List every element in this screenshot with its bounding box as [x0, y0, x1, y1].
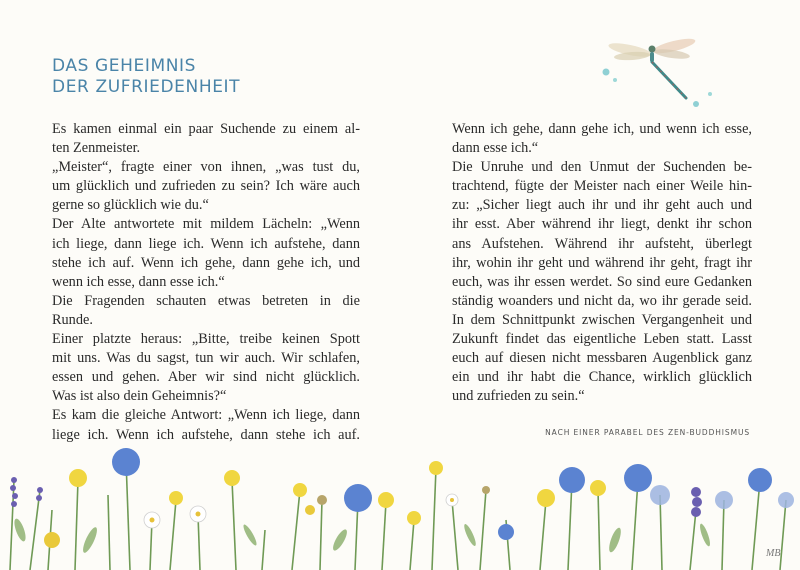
wildflower-border-illustration: [0, 440, 800, 570]
text-line: euch auf diesen nicht messbaren Augenblick ganz: [452, 350, 752, 367]
text-line: gerne so glücklich wie du.“: [52, 197, 209, 214]
source-attribution: NACH EINER PARABEL DES ZEN-BUDDHISMUS: [545, 428, 750, 437]
title-line-2: DER ZUFRIEDENHEIT: [52, 77, 241, 97]
text-line: ans Aufstehen. Während ihr aufsteht, überlegt: [452, 235, 752, 252]
text-line: Runde.: [52, 311, 93, 328]
water-drop: [708, 92, 712, 96]
text-line: Zukunft findet das eigentliche Leben statt. Lasst: [452, 331, 752, 348]
right-text-column: [452, 120, 752, 406]
text-line: ein und ihr habt die Chance, wirklich glücklich: [452, 369, 752, 386]
text-line: Der Alte antwortete mit mildem Lächeln: „Wenn: [52, 216, 360, 233]
artist-signature: MB: [766, 548, 781, 559]
text-line: euch, was ihr essen werdet. So sind eure Gedanken: [452, 273, 752, 290]
text-line: essen und gehen. Aber wir sind nicht glücklich.: [52, 369, 360, 386]
text-line: Einer platzte heraus: „Bitte, treibe keinen Spott: [52, 331, 360, 348]
water-drop: [603, 69, 610, 76]
text-line: In dem Schnittpunkt zwischen Vergangenheit und: [452, 311, 752, 328]
text-line: ich liege, dann liege ich. Wenn ich aufstehe, dann: [52, 235, 360, 252]
text-line: und zufrieden zu sein.“: [452, 388, 585, 405]
water-drop: [613, 78, 617, 82]
text-line: ständig woanders und nicht da, wo ihr gerade seid.: [452, 292, 752, 309]
text-line: dann esse ich.“: [452, 140, 539, 157]
dragonfly-icon: [607, 36, 696, 98]
dragonfly-illustration: [590, 32, 720, 112]
text-line: Was ist also dein Geheimnis?“: [52, 388, 227, 405]
text-line: Es kamen einmal ein paar Suchende zu einem al-: [52, 121, 360, 137]
text-line: ihr, wohin ihr geht und während ihr geht, fragt ihr: [452, 254, 752, 271]
text-line: mit uns. Was du sagst, tun wir auch. Wir schlafen,: [52, 350, 360, 367]
water-drop: [693, 101, 699, 107]
left-text-column: [52, 120, 360, 445]
text-line: Die Unruhe und den Unmut der Suchenden be-: [452, 159, 752, 176]
text-line: liege ich. Wenn ich aufstehe, dann stehe ich auf.: [52, 426, 360, 443]
text-line: Es kam die gleiche Antwort: „Wenn ich liege, dann: [52, 407, 360, 424]
text-line: Die Fragenden schauten etwas betreten in die: [52, 292, 360, 309]
title-line-1: DAS GEHEIMNIS: [52, 56, 197, 76]
text-line: Wenn ich gehe, dann gehe ich, und wenn ich esse,: [452, 121, 752, 137]
page-title: [52, 56, 240, 98]
text-line: trachtend, fügte der Meister nach einer Weile hin-: [452, 178, 752, 195]
text-line: ihr esst. Aber während ihr liegt, denkt ihr schon: [452, 216, 752, 233]
text-line: „Meister“, fragte einer von ihnen, „was tust du,: [52, 159, 360, 176]
text-line: wenn ich esse, dann esse ich.“: [52, 273, 225, 290]
text-line: stehe ich auf. Wenn ich gehe, dann gehe ich, und: [52, 254, 360, 271]
text-line: ten Zenmeister.: [52, 140, 141, 157]
text-line: zu: „Sicher liegt auch ihr und ihr geht auch und: [452, 197, 752, 214]
text-line: um glücklich und zufrieden zu sein? Ich wäre auch: [52, 178, 360, 195]
